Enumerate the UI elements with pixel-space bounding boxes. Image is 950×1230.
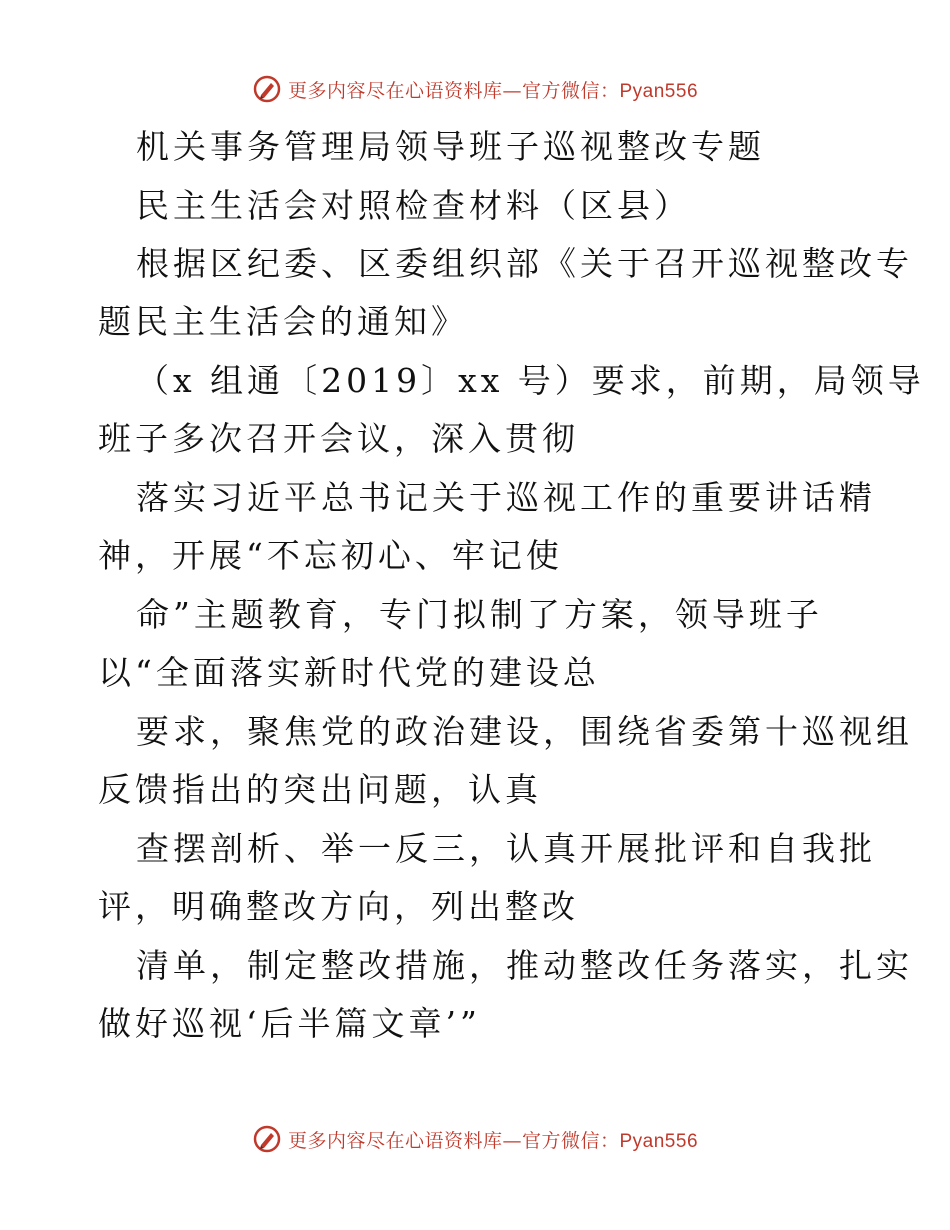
doc-title-line-1: 机关事务管理局领导班子巡视整改专题 (136, 127, 765, 166)
watermark-separator: — (502, 79, 522, 102)
watermark-wechat: 官方微信：Pyan556 (522, 1130, 699, 1152)
doc-paragraph-line: 要求，聚焦党的政治建设，围绕省委第十巡视组 (136, 712, 913, 751)
doc-paragraph-line: 神，开展“不忘初心、牢记使 (98, 536, 563, 575)
watermark-brand: 更多内容尽在心语资料库 (287, 1129, 503, 1152)
watermark-separator: — (502, 1129, 522, 1152)
watermark-brand: 更多内容尽在心语资料库 (287, 79, 503, 102)
doc-paragraph-line: 根据区纪委、区委组织部《关于召开巡视整改专 (136, 244, 913, 283)
doc-paragraph-line: 班子多次召开会议，深入贯彻 (98, 419, 579, 458)
footer-watermark (0, 1122, 950, 1156)
doc-paragraph-line: 评，明确整改方向，列出整改 (98, 887, 579, 926)
doc-paragraph-line: 反馈指出的突出问题，认真 (98, 770, 542, 809)
doc-paragraph-line: 查摆剖析、举一反三，认真开展批评和自我批 (136, 829, 876, 868)
watermark-wechat: 官方微信：Pyan556 (522, 80, 699, 102)
doc-paragraph-line: 落实习近平总书记关于巡视工作的重要讲话精 (136, 478, 876, 517)
doc-paragraph-line: 清单，制定整改措施，推动整改任务落实，扎实 (136, 946, 913, 985)
doc-paragraph-line: 做好巡视‘后半篇文章’” (98, 1004, 481, 1043)
doc-paragraph-line: 以“全面落实新时代党的建设总 (98, 653, 600, 692)
watermark-text (288, 1126, 698, 1153)
pen-logo-icon (252, 1124, 282, 1154)
doc-paragraph-line: （x 组通〔2019〕xx 号）要求，前期，局领导 (136, 361, 925, 400)
header-watermark (0, 72, 950, 106)
doc-paragraph-line: 命”主题教育，专门拟制了方案，领导班子 (136, 595, 823, 634)
pen-logo-icon (252, 74, 282, 104)
watermark-text (288, 76, 698, 103)
doc-title-line-2: 民主生活会对照检查材料（区县） (136, 186, 691, 225)
doc-paragraph-line: 题民主生活会的通知》 (98, 302, 468, 341)
